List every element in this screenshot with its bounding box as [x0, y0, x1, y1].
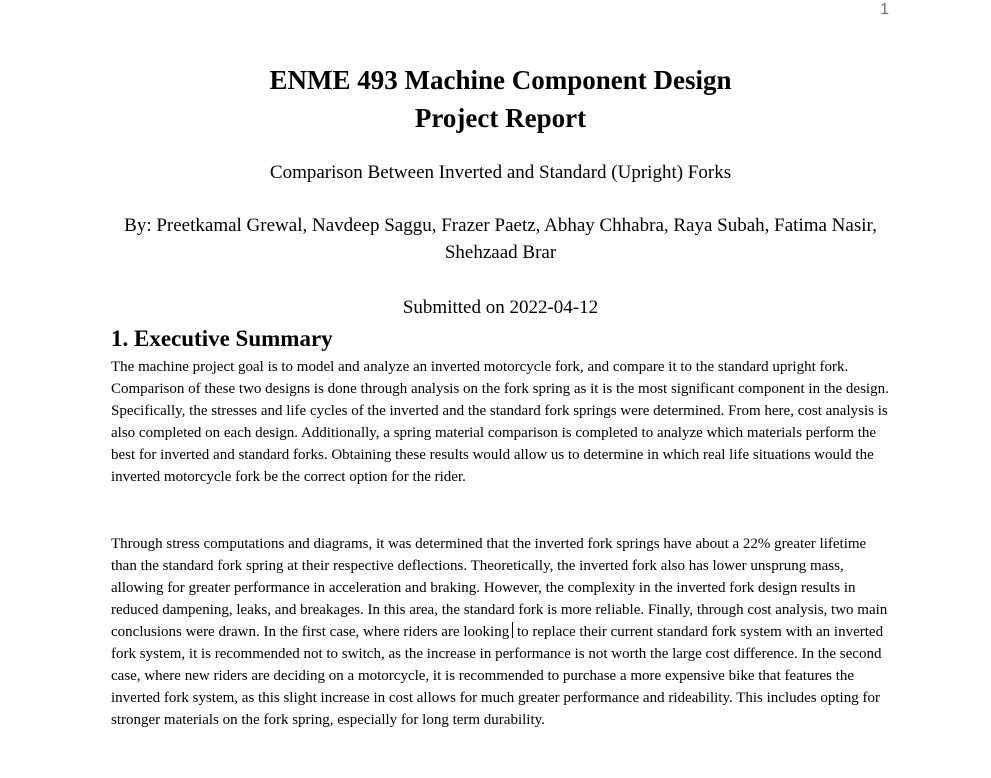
paragraph-2-text-start: Through stress computations and diagrams, it was determined that the inverted fork springs have about a 22% greater lifetime than the standard fork spring at their respective deflections. Theoretically, the inverted fork also has lower unsprung mass, allowing for greater performance in acceleration and braking. However, the complexity in the inverted fork design results in reduced dampening, leaks, and breakages. In this area, the standard fork is more reliable. Finally, through cost analysis, two main conclusions were drawn. In the first case, where riders are looking — [111, 536, 888, 640]
title-line-1: ENME 493 Machine Component Design — [269, 65, 732, 95]
author-list: By: Preetkamal Grewal, Navdeep Saggu, Frazer Paetz, Abhay Chhabra, Raya Subah, Fatima Nasir, Shehzaad Brar — [124, 215, 877, 263]
page-number: 1 — [880, 1, 889, 18]
summary-paragraph-1: The machine project goal is to model and analyze an inverted motorcycle fork, and compare it to the standard upright fork. Comparison of these two designs is done through analysis on the fork spring as it is the most significant component in the design. Specifically, the stresses and life cycles of the inverted and the standard fork springs were determined. From here, cost analysis is also completed on each design. Additionally, a spring material comparison is completed to analyze which materials perform the best for inverted and standard forks. Obtaining these results would allow us to determine in which real life situations would the inverted motorcycle fork be the correct option for the rider. — [111, 359, 889, 485]
submission-date: Submitted on 2022-04-12 — [402, 297, 599, 318]
report-subtitle: Comparison Between Inverted and Standard (Upright) Forks — [269, 162, 732, 183]
section-heading: 1. Executive Summary — [111, 326, 333, 351]
paragraph-2-text-end: to replace their current standard fork system with an inverted fork system, it is recommended not to switch, as the increase in performance is not worth the large cost difference. In the second case, where new riders are deciding on a motorcycle, it is recommended to purchase a more expensive bike that features the inverted fork system, as this slight increase in cost allows for much greater performance and rideability. This includes opting for stronger materials on the fork spring, especially for long term durability. — [111, 624, 884, 728]
summary-paragraph-2 — [111, 533, 891, 731]
title-line-2: Project Report — [414, 103, 587, 133]
report-title — [0, 61, 991, 137]
